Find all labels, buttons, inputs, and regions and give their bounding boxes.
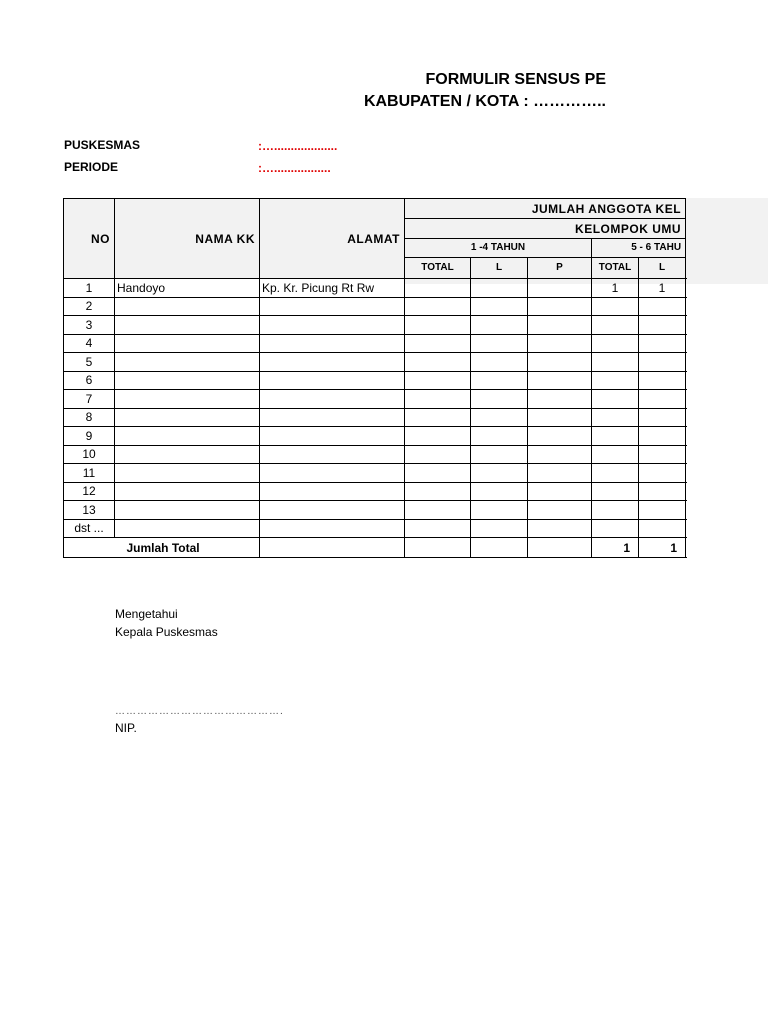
total-blank-cell [64,538,115,558]
sub-l-2-header: L [639,258,686,279]
row-total-1-4-cell[interactable] [405,482,471,501]
nip-label: NIP. [115,721,137,735]
row-p-1-4-cell[interactable] [528,334,592,353]
signature-line: ………………………………………. [115,706,284,717]
row-total-5-6-cell[interactable] [592,390,639,409]
row-total-1-4-cell[interactable] [405,464,471,483]
row-no-cell[interactable]: 11 [64,464,115,483]
table-row [64,390,688,409]
row-overflow-cell [686,482,687,501]
row-l-5-6-cell[interactable] [639,427,686,446]
age-group-5-6-header: 5 - 6 TAHU [592,239,686,258]
row-total-5-6-cell[interactable] [592,334,639,353]
row-p-1-4-cell[interactable] [528,501,592,520]
row-alamat-cell[interactable] [260,297,405,316]
row-p-1-4-cell[interactable] [528,427,592,446]
row-alamat-cell[interactable] [260,519,405,538]
row-l-5-6-cell[interactable] [639,316,686,335]
row-total-1-4-cell[interactable] [405,279,471,298]
row-alamat-cell[interactable] [260,371,405,390]
table-row [64,279,688,298]
table-row [64,353,688,372]
table-row [64,316,688,335]
table-row [64,501,688,520]
total-p1-cell [528,538,592,558]
row-l-5-6-cell[interactable]: 1 [639,279,686,298]
row-nama-cell[interactable] [115,371,260,390]
row-l-5-6-cell[interactable] [639,390,686,409]
row-p-1-4-cell[interactable] [528,371,592,390]
census-table-body [64,279,688,558]
row-l-1-4-cell[interactable] [471,390,528,409]
row-l-5-6-cell[interactable] [639,297,686,316]
row-l-1-4-cell[interactable] [471,316,528,335]
row-total-1-4-cell[interactable] [405,353,471,372]
row-p-1-4-cell[interactable] [528,279,592,298]
row-l-1-4-cell[interactable] [471,501,528,520]
total-l2-cell: 1 [639,538,686,558]
row-no-cell[interactable]: 2 [64,297,115,316]
row-total-5-6-cell[interactable] [592,297,639,316]
row-overflow-cell [686,427,687,446]
total-t2-cell: 1 [592,538,639,558]
row-l-1-4-cell[interactable] [471,445,528,464]
total-row [64,538,688,558]
row-alamat-cell[interactable] [260,390,405,409]
table-row [64,519,688,538]
row-overflow-cell [686,316,687,335]
row-overflow-cell [686,408,687,427]
row-total-5-6-cell[interactable] [592,427,639,446]
row-l-1-4-cell[interactable] [471,334,528,353]
row-nama-cell[interactable] [115,501,260,520]
table-row [64,334,688,353]
row-alamat-cell[interactable] [260,445,405,464]
row-no-cell[interactable]: 9 [64,427,115,446]
age-group-1-4-header: 1 -4 TAHUN [405,239,592,258]
row-overflow-cell [686,297,687,316]
row-alamat-cell[interactable] [260,316,405,335]
row-total-5-6-cell[interactable] [592,501,639,520]
kepala-puskesmas-label: Kepala Puskesmas [115,625,218,639]
sub-l-1-header: L [471,258,528,279]
census-table [63,198,687,558]
row-nama-cell[interactable] [115,482,260,501]
form-subtitle-kabupaten: KABUPATEN / KOTA : ………….. [363,93,606,110]
row-alamat-cell[interactable] [260,408,405,427]
sub-total-2-header: TOTAL [592,258,639,279]
table-row [64,464,688,483]
table-row [64,427,688,446]
row-total-1-4-cell[interactable] [405,334,471,353]
row-nama-cell[interactable] [115,297,260,316]
row-l-1-4-cell[interactable] [471,408,528,427]
row-total-1-4-cell[interactable] [405,297,471,316]
row-nama-cell[interactable] [115,427,260,446]
row-total-5-6-cell[interactable] [592,353,639,372]
row-p-1-4-cell[interactable] [528,482,592,501]
row-alamat-cell[interactable]: Kp. Kr. Picung Rt Rw [260,279,405,298]
puskesmas-value[interactable]: :…................... [258,139,338,153]
row-l-5-6-cell[interactable] [639,408,686,427]
row-overflow-cell [686,353,687,372]
row-total-5-6-cell[interactable] [592,316,639,335]
sub-total-1-header: TOTAL [405,258,471,279]
row-nama-cell[interactable] [115,445,260,464]
row-alamat-cell[interactable] [260,334,405,353]
row-no-cell[interactable]: dst ... [64,519,115,538]
row-no-cell[interactable]: 1 [64,279,115,298]
total-overflow-cell [686,538,687,558]
jumlah-anggota-header: JUMLAH ANGGOTA KEL [405,199,686,219]
row-no-cell[interactable]: 5 [64,353,115,372]
table-row [64,371,688,390]
table-row [64,297,688,316]
row-no-cell[interactable]: 8 [64,408,115,427]
row-l-1-4-cell[interactable] [471,371,528,390]
row-total-1-4-cell[interactable] [405,501,471,520]
row-overflow-cell [686,334,687,353]
row-p-1-4-cell[interactable] [528,297,592,316]
row-overflow-cell [686,501,687,520]
row-overflow-cell [686,445,687,464]
row-l-5-6-cell[interactable] [639,519,686,538]
row-l-5-6-cell[interactable] [639,482,686,501]
row-total-5-6-cell[interactable] [592,482,639,501]
row-p-1-4-cell[interactable] [528,390,592,409]
row-total-1-4-cell[interactable] [405,371,471,390]
row-p-1-4-cell[interactable] [528,464,592,483]
row-l-5-6-cell[interactable] [639,464,686,483]
row-l-5-6-cell[interactable] [639,371,686,390]
row-p-1-4-cell[interactable] [528,519,592,538]
row-l-1-4-cell[interactable] [471,427,528,446]
row-total-5-6-cell[interactable] [592,445,639,464]
total-l1-cell [471,538,528,558]
row-total-5-6-cell[interactable] [592,371,639,390]
row-total-5-6-cell[interactable] [592,464,639,483]
row-total-1-4-cell[interactable] [405,445,471,464]
row-l-1-4-cell[interactable] [471,519,528,538]
col-alamat-header: ALAMAT [260,199,405,279]
row-total-5-6-cell[interactable] [592,408,639,427]
total-alamat-cell [260,538,405,558]
row-nama-cell[interactable] [115,408,260,427]
census-table-wrapper [63,198,687,578]
row-no-cell[interactable]: 10 [64,445,115,464]
periode-value[interactable]: :…................. [258,161,331,175]
col-no-header: NO [64,199,115,279]
row-overflow-cell [686,371,687,390]
row-l-1-4-cell[interactable] [471,279,528,298]
row-alamat-cell[interactable] [260,464,405,483]
row-total-1-4-cell[interactable] [405,316,471,335]
row-alamat-cell[interactable] [260,427,405,446]
row-nama-cell[interactable] [115,316,260,335]
puskesmas-label: PUSKESMAS [64,138,141,152]
periode-label: PERIODE [64,160,119,174]
table-row [64,408,688,427]
row-nama-cell[interactable] [115,334,260,353]
row-nama-cell[interactable] [115,390,260,409]
form-title: FORMULIR SENSUS PE [425,71,606,88]
row-no-cell[interactable]: 3 [64,316,115,335]
row-l-1-4-cell[interactable] [471,297,528,316]
table-row [64,445,688,464]
col-nama-kk-header: NAMA KK [115,199,260,279]
row-overflow-cell [686,464,687,483]
row-nama-cell[interactable] [115,464,260,483]
total-label-cell: Jumlah Total [115,538,260,558]
row-overflow-cell [686,279,687,298]
row-l-5-6-cell[interactable] [639,501,686,520]
row-total-1-4-cell[interactable] [405,390,471,409]
row-no-cell[interactable]: 4 [64,334,115,353]
row-total-1-4-cell[interactable] [405,427,471,446]
row-no-cell[interactable]: 12 [64,482,115,501]
row-l-1-4-cell[interactable] [471,464,528,483]
table-row [64,482,688,501]
row-overflow-cell [686,390,687,409]
title-clip [0,60,686,120]
row-l-5-6-cell[interactable] [639,445,686,464]
row-no-cell[interactable]: 6 [64,371,115,390]
row-l-1-4-cell[interactable] [471,482,528,501]
row-total-1-4-cell[interactable] [405,408,471,427]
row-nama-cell[interactable] [115,519,260,538]
row-p-1-4-cell[interactable] [528,445,592,464]
row-total-1-4-cell[interactable] [405,519,471,538]
row-overflow-cell [686,519,687,538]
row-no-cell[interactable]: 13 [64,501,115,520]
kelompok-umur-header: KELOMPOK UMU [405,219,686,239]
row-l-5-6-cell[interactable] [639,334,686,353]
row-p-1-4-cell[interactable] [528,353,592,372]
sub-p-1-header: P [528,258,592,279]
row-l-1-4-cell[interactable] [471,353,528,372]
row-l-5-6-cell[interactable] [639,353,686,372]
total-t1-cell [405,538,471,558]
row-nama-cell[interactable]: Handoyo [115,279,260,298]
row-nama-cell[interactable] [115,353,260,372]
row-total-5-6-cell[interactable] [592,519,639,538]
row-alamat-cell[interactable] [260,482,405,501]
row-alamat-cell[interactable] [260,501,405,520]
mengetahui-label: Mengetahui [115,607,178,621]
row-total-5-6-cell[interactable]: 1 [592,279,639,298]
row-p-1-4-cell[interactable] [528,408,592,427]
row-no-cell[interactable]: 7 [64,390,115,409]
row-alamat-cell[interactable] [260,353,405,372]
row-p-1-4-cell[interactable] [528,316,592,335]
